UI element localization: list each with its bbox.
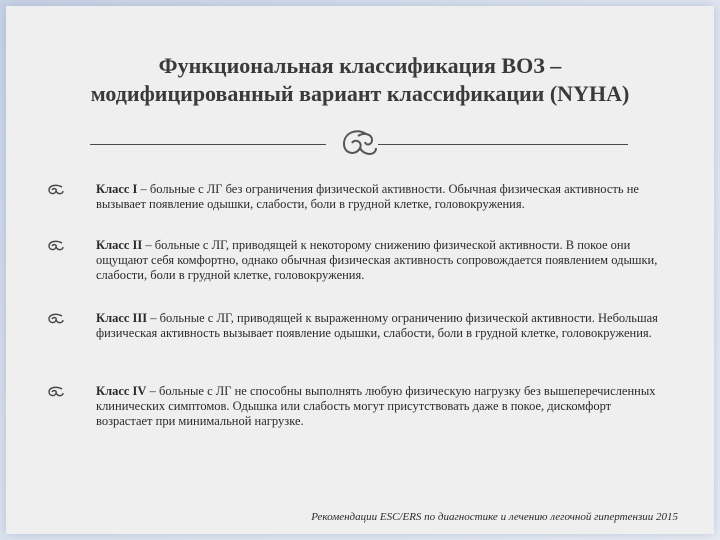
title-divider-right [378, 144, 628, 145]
curl-bullet-icon [46, 240, 64, 252]
slide-title [26, 52, 694, 108]
list-item-text: Класс III – больные с ЛГ, приводящей к выраженному ограничению физической активности. Небольшая физическая активность вызывает появление одышки, слабости, боли в грудной клетке, головокружения. [96, 311, 658, 340]
list-item-text: Класс I – больные с ЛГ без ограничения физической активности. Обычная физическая активность не вызывает появление одышки, слабости, боли в грудной клетке, головокружения. [96, 182, 639, 211]
scroll-ornament-icon [336, 126, 380, 162]
curl-bullet-icon [46, 313, 64, 325]
curl-bullet-icon [46, 184, 64, 196]
slide-title-line2: модифицированный вариант классификации (NYHA) [90, 81, 630, 106]
title-divider-left [90, 144, 326, 145]
curl-bullet-icon [46, 386, 64, 398]
source-footnote: Рекомендации ESC/ERS по диагностике и лечению легочной гипертензии 2015 [311, 511, 678, 523]
list-item-text: Класс IV – больные с ЛГ не способны выполнять любую физическую нагрузку без вышеперечисленных клинических симптомов. Одышка или слабость могут присутствовать даже в покое, дискомфорт возрастает при минимальной нагрузке. [96, 384, 656, 428]
list-item-text: Класс II – больные с ЛГ, приводящей к некоторому снижению физической активности. В покое они ощущают себя комфортно, однако обычная физическая активность сопровождается появлением одышки, слабости, боли в грудной клетке, головокружения. [96, 238, 658, 282]
slide [6, 6, 714, 534]
slide-title-line1: Функциональная классификация ВОЗ – [158, 53, 562, 78]
